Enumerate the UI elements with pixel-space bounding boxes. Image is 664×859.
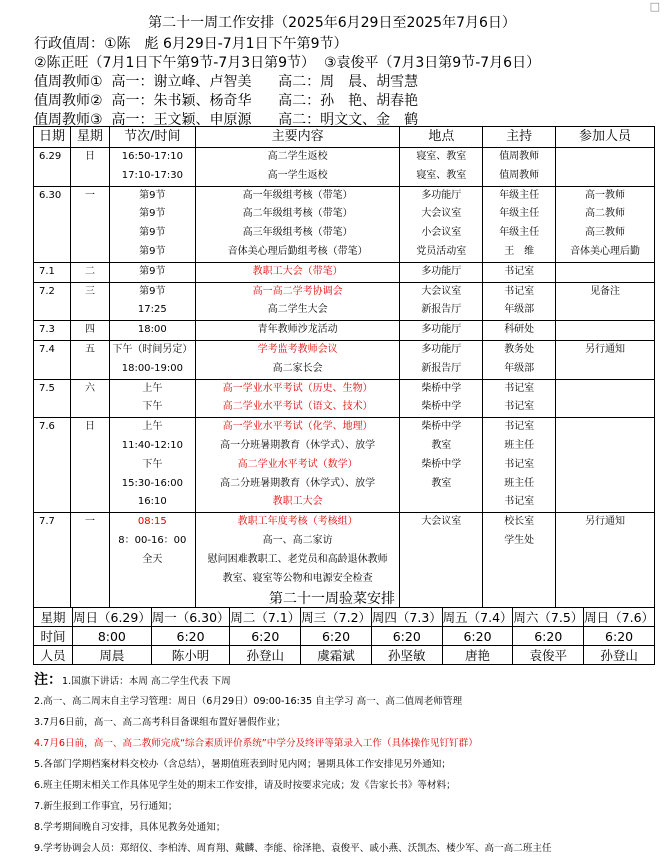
schedule-attend-line: 另行通知 <box>585 343 626 355</box>
schedule-content-line: 高一学生返校 <box>267 169 328 181</box>
schedule-time-line: 17:10-17:30 <box>121 169 183 181</box>
schedule-time-cell <box>109 418 195 513</box>
schedule-time-line: 第9节 <box>139 208 166 220</box>
schedule-place-cell <box>400 418 483 513</box>
schedule-host-line: 班主任 <box>504 477 535 489</box>
schedule-time-cell <box>109 340 195 379</box>
schedule-header-cell: 参加人员 <box>556 127 655 148</box>
schedule-content-line: 慰问困难教职工、老党员和高龄退休教师 <box>207 553 388 565</box>
schedule-content-line: 音体美心理后勤组考核（带笔） <box>227 245 368 257</box>
schedule-time-cell <box>109 262 195 282</box>
schedule-weekday: 六 <box>70 379 109 418</box>
schedule-attend-line <box>556 398 654 417</box>
schedule-content-line: 高三年级组考核（带笔） <box>242 227 353 239</box>
schedule-time-line: 第9节 <box>139 227 166 239</box>
schedule-time-cell <box>109 379 195 418</box>
schedule-header-cell: 主要内容 <box>195 127 400 148</box>
schedule-host-cell <box>483 186 556 262</box>
schedule-attend-line: 见备注 <box>590 285 621 297</box>
schedule-host-line: 书记室 <box>504 496 535 508</box>
schedule-row <box>34 148 655 187</box>
schedule-place-cell <box>400 186 483 262</box>
schedule-content-line: 高二学生返校 <box>267 151 328 162</box>
schedule-place-line: 柴桥中学 <box>421 401 462 413</box>
schedule-header-cell: 日期 <box>34 127 71 148</box>
schedule-host-line: 值周教师 <box>499 169 540 181</box>
duty-header-cell: 星期 <box>34 608 73 627</box>
duty-header-cell: 周二（7.1） <box>230 608 301 627</box>
page-title: 第二十一周工作安排（2025年6月29日至2025年7月6日） <box>148 15 516 31</box>
schedule-place-line: 党员活动室 <box>416 245 467 257</box>
schedule-host-line: 年级主任 <box>499 227 540 239</box>
schedule-content-cell <box>195 148 400 187</box>
duty-person-cell: 人员 <box>34 646 73 665</box>
schedule-attend-cell <box>556 379 655 418</box>
schedule-place-line: 大会议室 <box>421 516 462 528</box>
schedule-place-line: 柴桥中学 <box>421 421 462 433</box>
schedule-weekday: 二 <box>70 262 109 282</box>
schedule-content-line: 学考监考教师会议 <box>257 343 338 355</box>
schedule-place-line: 柴桥中学 <box>421 382 462 394</box>
schedule-place-cell <box>400 321 483 341</box>
schedule-attend-cell <box>556 148 655 187</box>
schedule-time-cell <box>109 186 195 262</box>
schedule-host-line: 班主任 <box>504 439 535 451</box>
checkbox-marker: □ <box>649 0 660 13</box>
schedule-attend-cell <box>556 262 655 282</box>
duty-header-cell: 周日（7.6） <box>584 608 655 627</box>
header-line-teacher-2: 值周教师② 高一：朱书颖、杨奇华 高二：孙 艳、胡春艳 <box>34 93 419 109</box>
schedule-header-cell: 星期 <box>70 127 109 148</box>
schedule-date: 7.6 <box>34 418 71 513</box>
schedule-place-cell <box>400 148 483 187</box>
schedule-row <box>34 186 655 262</box>
schedule-content-line: 青年教师沙龙活动 <box>257 324 338 336</box>
schedule-content-line: 高二学业水平考试（语文、技术） <box>222 401 373 413</box>
duty-time-cell: 6:20 <box>584 627 655 646</box>
schedule-attend-cell <box>556 418 655 513</box>
schedule-attend-line <box>556 532 654 551</box>
schedule-host-cell <box>483 418 556 513</box>
schedule-place-line <box>400 493 482 512</box>
schedule-time-cell <box>109 321 195 341</box>
schedule-date: 7.5 <box>34 379 71 418</box>
schedule-time-line: 16:10 <box>137 496 167 508</box>
schedule-host-cell <box>483 379 556 418</box>
duty-header-cell: 周一（6.30） <box>151 608 230 627</box>
schedule-time-line: 上午 <box>142 421 163 433</box>
schedule-host-line: 书记室 <box>504 458 535 470</box>
schedule-weekday: 五 <box>70 340 109 379</box>
schedule-date: 7.7 <box>34 513 71 608</box>
schedule-content-line: 教室、寝室等公物和电源安全检查 <box>222 572 373 584</box>
schedule-host-cell <box>483 340 556 379</box>
schedule-row <box>34 340 655 379</box>
duty-time-cell: 6:20 <box>230 627 301 646</box>
schedule-host-line <box>483 570 555 589</box>
schedule-place-line: 多功能厅 <box>421 324 462 336</box>
schedule-content-line: 高一、高二家访 <box>262 534 333 546</box>
schedule-header-cell: 主持 <box>483 127 556 148</box>
schedule-time-line: 第9节 <box>139 245 166 257</box>
schedule-content-cell <box>195 418 400 513</box>
schedule-host-line: 书记室 <box>504 401 535 413</box>
duty-time-cell: 6:20 <box>371 627 442 646</box>
schedule-attend-line: 音体美心理后勤 <box>570 245 641 257</box>
schedule-content-line: 高一学业水平考试（历史、生物） <box>222 382 373 394</box>
schedule-attend-line <box>556 167 654 186</box>
schedule-content-line: 高二分班暑期教育（休学式）、放学 <box>220 477 376 489</box>
schedule-time-line: 15:30-16:00 <box>121 477 183 489</box>
duty-time-cell: 6:20 <box>513 627 584 646</box>
schedule-place-cell <box>400 282 483 321</box>
schedule-row <box>34 418 655 513</box>
schedule-time-line: 第9节 <box>139 285 166 297</box>
schedule-time-line: 8：00-16：00 <box>118 534 187 546</box>
schedule-content-cell <box>195 340 400 379</box>
duty-person-cell: 孙坚敏 <box>371 646 442 665</box>
schedule-attend-line <box>556 570 654 589</box>
schedule-place-line: 教室 <box>431 439 452 451</box>
schedule-attend-line: 另行通知 <box>585 516 626 528</box>
duty-header-cell: 周日（6.29） <box>73 608 152 627</box>
duty-person-cell: 虞霜斌 <box>301 646 372 665</box>
schedule-content-cell <box>195 282 400 321</box>
duty-header-cell: 周四（7.3） <box>371 608 442 627</box>
header-line-duty-admin: 行政值周：①陈 彪 6月29日-7月1日下午第9节） <box>34 36 348 52</box>
schedule-date: 6.30 <box>34 186 71 262</box>
duty-time-cell: 时间 <box>34 627 73 646</box>
schedule-time-line: 18:00-19:00 <box>121 362 183 374</box>
schedule-weekday: 三 <box>70 282 109 321</box>
schedule-place-line <box>400 570 482 589</box>
schedule-content-line: 高一年级组考核（带笔） <box>242 189 353 201</box>
schedule-host-line <box>483 551 555 570</box>
schedule-host-line: 王 维 <box>504 245 535 257</box>
schedule-place-line: 大会议室 <box>421 208 462 220</box>
schedule-place-cell <box>400 262 483 282</box>
schedule-content-cell <box>195 262 400 282</box>
schedule-attend-cell <box>556 321 655 341</box>
schedule-host-line: 值周教师 <box>499 151 540 162</box>
schedule-host-line: 科研处 <box>504 324 535 336</box>
schedule-attend-line: 高一教师 <box>585 189 626 201</box>
schedule-host-line: 书记室 <box>504 265 535 277</box>
schedule-attend-line <box>556 475 654 494</box>
schedule-place-line: 新报告厅 <box>421 362 462 374</box>
schedule-time-line: 第9节 <box>139 265 166 277</box>
duty-title: 第二十一周验菜安排 <box>269 591 395 607</box>
duty-person-cell: 陈小明 <box>151 646 230 665</box>
schedule-date: 7.2 <box>34 282 71 321</box>
schedule-attend-line: 高二教师 <box>585 208 626 220</box>
duty-time-cell: 6:20 <box>301 627 372 646</box>
schedule-host-line: 年级主任 <box>499 208 540 220</box>
schedule-content-line: 高二学业水平考试（数学） <box>237 458 358 470</box>
schedule-attend-line <box>556 321 654 340</box>
schedule-host-line: 学生处 <box>504 534 535 546</box>
schedule-time-line: 下午 <box>142 401 163 413</box>
schedule-time-line <box>110 570 195 589</box>
schedule-host-cell <box>483 148 556 187</box>
schedule-host-line: 年级部 <box>504 362 535 374</box>
schedule-time-line: 17:25 <box>137 304 167 316</box>
note-item-highlight: 4.7月6日前，高一、高二教师完成“综合素质评价系统”中学分及终评等第录入工作（具体操作见钉钉群） <box>34 738 478 749</box>
schedule-content-line: 教职工年度考核（考核组） <box>237 516 358 528</box>
schedule-place-line: 小会议室 <box>421 227 462 239</box>
schedule-host-cell <box>483 282 556 321</box>
schedule-weekday: 一 <box>70 186 109 262</box>
note-item: 6.班主任期末相关工作具体见学生处的期末工作安排，请及时按要求完成；发《告家长书》等材料； <box>34 780 456 791</box>
schedule-host-line: 书记室 <box>504 421 535 433</box>
duty-time-cell: 6:20 <box>442 627 513 646</box>
schedule-host-line: 书记室 <box>504 382 535 394</box>
schedule-attend-line <box>556 493 654 512</box>
schedule-host-cell <box>483 321 556 341</box>
schedule-weekday: 四 <box>70 321 109 341</box>
schedule-time-line: 全天 <box>142 553 163 565</box>
duty-person-cell: 袁俊平 <box>513 646 584 665</box>
schedule-time-line: 16:50-17:10 <box>121 151 183 162</box>
schedule-table <box>33 126 655 608</box>
schedule-content-line: 高二家长会 <box>272 362 323 374</box>
schedule-time-line: 18:00 <box>137 324 167 336</box>
schedule-place-line: 寝室、教室 <box>416 169 467 181</box>
schedule-time-line: 上午 <box>142 382 163 394</box>
schedule-time-cell <box>109 282 195 321</box>
schedule-time-line: 08:15 <box>137 516 167 528</box>
note-item: 5.各部门学期档案材料交校办（含总结），暑期值班表到时见内网；暑期具体工作安排见另外通知； <box>34 759 451 770</box>
schedule-place-line <box>400 551 482 570</box>
note-item: 1.国旗下讲话：本周 高二学生代表 下周 <box>62 676 231 687</box>
schedule-attend-line <box>556 360 654 379</box>
schedule-place-line: 寝室、教室 <box>416 151 467 162</box>
schedule-date: 7.3 <box>34 321 71 341</box>
schedule-attend-line <box>556 263 654 282</box>
schedule-content-cell <box>195 321 400 341</box>
schedule-content-line: 高一学业水平考试（化学、地理） <box>222 421 373 433</box>
duty-person-cell: 孙登山 <box>230 646 301 665</box>
schedule-place-line: 多功能厅 <box>421 265 462 277</box>
duty-time-cell: 6:20 <box>151 627 230 646</box>
schedule-attend-line <box>556 437 654 456</box>
schedule-attend-cell <box>556 340 655 379</box>
schedule-content-line: 高二年级组考核（带笔） <box>242 208 353 220</box>
schedule-content-line: 高一高二学考协调会 <box>252 285 343 297</box>
schedule-weekday: 日 <box>70 148 109 187</box>
schedule-row <box>34 379 655 418</box>
schedule-attend-line <box>556 380 654 399</box>
schedule-header-cell: 地点 <box>400 127 483 148</box>
duty-header-cell: 周六（7.5） <box>513 608 584 627</box>
schedule-weekday: 一 <box>70 513 109 608</box>
schedule-place-cell <box>400 340 483 379</box>
schedule-host-cell <box>483 262 556 282</box>
schedule-attend-line <box>556 301 654 320</box>
schedule-place-cell <box>400 379 483 418</box>
schedule-host-line: 书记室 <box>504 285 535 297</box>
schedule-row <box>34 262 655 282</box>
schedule-header-cell: 节次/时间 <box>109 127 195 148</box>
duty-table <box>33 607 655 665</box>
schedule-row <box>34 282 655 321</box>
note-item: 3.7月6日前，高一、高二高考科目备课组布置好暑假作业； <box>34 717 286 728</box>
duty-person-cell: 唐艳 <box>442 646 513 665</box>
schedule-place-line: 柴桥中学 <box>421 458 462 470</box>
schedule-attend-cell <box>556 186 655 262</box>
schedule-time-line: 下午（时间另定） <box>112 343 193 355</box>
schedule-attend-line <box>556 148 654 167</box>
schedule-attend-line: 高三教师 <box>585 227 626 239</box>
schedule-content-line: 教职工大会 <box>272 496 323 508</box>
schedule-place-line: 多功能厅 <box>421 343 462 355</box>
schedule-content-cell <box>195 379 400 418</box>
duty-person-cell: 孙登山 <box>584 646 655 665</box>
schedule-content-line: 教职工大会（带笔） <box>252 265 343 277</box>
schedule-attend-line <box>556 418 654 437</box>
schedule-time-line: 11:40-12:10 <box>121 439 183 451</box>
schedule-host-line: 教务处 <box>504 343 535 355</box>
schedule-attend-line <box>556 551 654 570</box>
schedule-place-line: 多功能厅 <box>421 189 462 201</box>
schedule-attend-line <box>556 456 654 475</box>
schedule-place-line: 大会议室 <box>421 285 462 297</box>
schedule-content-line: 高一分班暑期教育（休学式）、放学 <box>220 439 376 451</box>
notes-section <box>34 670 654 859</box>
header-line-duty-admin-2: ②陈正旺（7月1日下午第9节-7月3日第9节） ③袁俊平（7月3日第9节-7月6日） <box>34 55 541 71</box>
schedule-date: 6.29 <box>34 148 71 187</box>
note-item: 8.学考期间晚自习安排，具体见教务处通知； <box>34 822 226 833</box>
schedule-host-line: 校长室 <box>504 516 535 528</box>
schedule-weekday: 日 <box>70 418 109 513</box>
schedule-content-line: 高二学生大会 <box>267 304 328 316</box>
schedule-date: 7.1 <box>34 262 71 282</box>
duty-header-cell: 周五（7.4） <box>442 608 513 627</box>
schedule-place-line <box>400 532 482 551</box>
duty-time-cell: 8:00 <box>73 627 152 646</box>
schedule-place-line: 新报告厅 <box>421 304 462 316</box>
schedule-host-line: 年级主任 <box>499 189 540 201</box>
duty-header-cell: 周三（7.2） <box>301 608 372 627</box>
notes-label: 注： <box>34 672 62 688</box>
schedule-time-cell <box>109 148 195 187</box>
schedule-content-cell <box>195 186 400 262</box>
header-line-teacher-1: 值周教师① 高一：谢立峰、卢智美 高二：周 晨、胡雪慧 <box>34 74 419 90</box>
schedule-date: 7.4 <box>34 340 71 379</box>
header-line-teacher-3: 值周教师③ 高一：王文颖、申原源 高二：明文文、金 鹤 <box>34 112 419 128</box>
schedule-time-line: 下午 <box>142 458 163 470</box>
duty-person-cell: 周晨 <box>73 646 152 665</box>
note-item: 7.新生报到工作事宜，另行通知； <box>34 801 178 812</box>
schedule-place-line: 教室 <box>431 477 452 489</box>
schedule-host-line: 年级部 <box>504 304 535 316</box>
schedule-time-line: 第9节 <box>139 189 166 201</box>
schedule-row <box>34 321 655 341</box>
schedule-attend-cell <box>556 282 655 321</box>
note-item: 2.高一、高二周末自主学习管理：周日（6月29日）09:00-16:35 自主学习 高一、高二值周老师管理 <box>34 696 463 707</box>
note-item: 9.学考协调会人员：郑绍仪、李柏涛、周育翔、戴麟、李能、徐泽艳、袁俊平、戚小燕、沃凯杰、楼少军、高一高二班主任 <box>34 843 552 854</box>
